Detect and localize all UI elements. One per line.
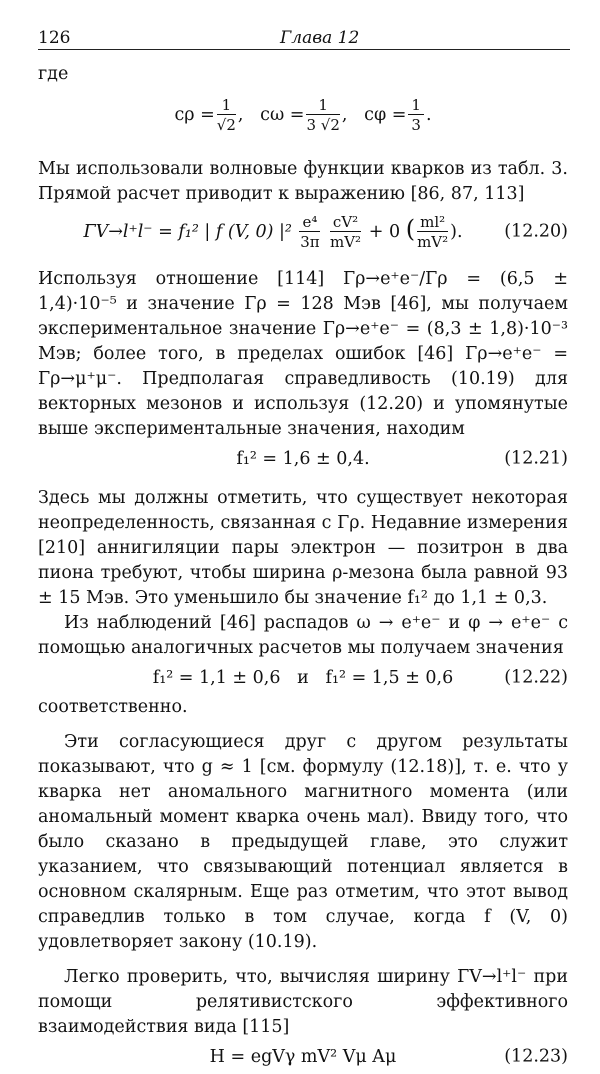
- chapter-title: Глава 12: [280, 28, 360, 48]
- c-rho-denominator: √2: [216, 115, 236, 134]
- eq-1220-tail: ).: [450, 221, 463, 242]
- paragraph-7: Легко проверить, что, вычисляя ширину ΓV→l⁺l⁻ при помощи релятивистского эффективного взаимодействия вида [115]: [38, 967, 568, 1037]
- eq-1220-lhs: ΓV→l⁺l⁻ = f₁² | f (V, 0) |²: [83, 221, 292, 242]
- c-phi-numerator: 1: [408, 96, 424, 115]
- eq-1220-frac1-num: e⁴: [299, 213, 320, 232]
- eq-1220-frac2-den: mV²: [330, 232, 362, 251]
- c-omega-numerator: 1: [306, 96, 339, 115]
- page-number: 126: [38, 28, 71, 48]
- paragraph-3: Здесь мы должны отметить, что существует некоторая неопределенность, связанная с Γρ. Недавние измерения [210] аннигиляции пары электрон — позитрон в два пиона требуют, чтобы ширина ρ-мезона была равной 93 ± 15 Мэв. Это уменьшило бы значение f₁² до 1,1 ± 0,3.: [38, 488, 568, 608]
- c-omega-fraction: [306, 96, 339, 135]
- equation-12-22: [38, 661, 568, 695]
- equation-12-23: [38, 1040, 568, 1074]
- equation-12-20: ΓV→l⁺l⁻ = f₁² | f (V, 0) |² $\frac{\text{e⁴}}{3\pi}$ $\frac{\text{cV²}}{\text{mV²}}$ + 0 ( $\frac{\text{ml²}}{\text{mV²}}$ ). (12.20): [83, 212, 568, 251]
- c-phi-denominator: 3: [411, 115, 421, 134]
- eq-1220-frac1: [299, 213, 320, 252]
- c-rho-numerator: 1: [217, 96, 236, 115]
- header-rule: [38, 49, 570, 50]
- eq-1223-body: H = egVγ mV² Vμ Aμ: [209, 1046, 397, 1067]
- eq-1220-frac3-num: ml²: [417, 213, 448, 232]
- eq-1223-number: (12.23): [504, 1046, 568, 1067]
- c-phi-fraction: [408, 96, 424, 135]
- paragraph-2: Используя отношение [114] Γρ→e⁺e⁻/Γρ = (6,5 ± 1,4)·10⁻⁵ и значение Γρ = 128 Мэв [46], мы получаем экспериментальное значение Γρ→e⁺e⁻ = (8,3 ± 1,8)·10⁻³ Мэв; более того, в пределах ошибок [46] Γρ→e⁺e⁻ = Γρ→μ⁺μ⁻. Предполагая справедливость (10.19) для векторных мезонов и используя (12.20) и упомянутые выше экспериментальные значения, находим: [38, 269, 568, 439]
- c-rho-fraction: [217, 96, 236, 135]
- eq-1222-number: (12.22): [504, 667, 568, 688]
- paragraph-4: Из наблюдений [46] распадов ω → e⁺e⁻ и φ → e⁺e⁻ с помощью аналогичных расчетов мы получаем значения: [38, 613, 568, 658]
- c-phi-lhs: cφ =: [364, 104, 407, 125]
- eq-1220-frac1-den: 3π: [300, 232, 320, 251]
- c-rho-lhs: cρ =: [174, 104, 215, 125]
- paragraph-6: Эти согласующиеся друг с другом результаты показывают, что g ≈ 1 [см. формулу (12.18)], т. е. что у кварка нет аномального магнитного момента (или аномальный момент кварка очень мал). Ввиду того, что было сказано в предыдущей главе, это служит указанием, что связывающий потенциал является в основном скалярным. Еще раз отметим, что этот вывод справедлив только в том случае, когда f (V, 0) удовлетворяет закону (10.19).: [38, 732, 568, 952]
- eq-1222-body: f₁² = 1,1 ± 0,6 и f₁² = 1,5 ± 0,6: [152, 667, 454, 688]
- intro-word: где: [38, 64, 69, 84]
- equation-coefficients: cρ = $\frac{1}{√2}$ , cω = $\frac{1}{3 √2}$ , cφ = $\frac{1}{3}$ .: [174, 95, 432, 134]
- eq-1220-frac3: [417, 213, 448, 252]
- eq-1221-number: (12.21): [504, 448, 568, 469]
- eq-1220-plus-o: + 0: [368, 221, 401, 242]
- eq-1220-number: (12.20): [504, 221, 568, 242]
- c-omega-denominator: 3 √2: [306, 115, 340, 134]
- eq-1221-body: f₁² = 1,6 ± 0,4.: [236, 448, 370, 469]
- paragraph-5: соответственно.: [38, 697, 188, 717]
- eq-1220-frac3-den: mV²: [417, 232, 449, 251]
- eq-1220-frac2-num: cV²: [330, 213, 361, 232]
- eq-1220-frac2: [330, 213, 361, 252]
- c-omega-lhs: cω =: [260, 104, 305, 125]
- paragraph-1: Мы использовали волновые функции кварков из табл. 3. Прямой расчет приводит к выражению [86, 87, 113]: [38, 159, 568, 204]
- equation-12-21: [38, 442, 568, 476]
